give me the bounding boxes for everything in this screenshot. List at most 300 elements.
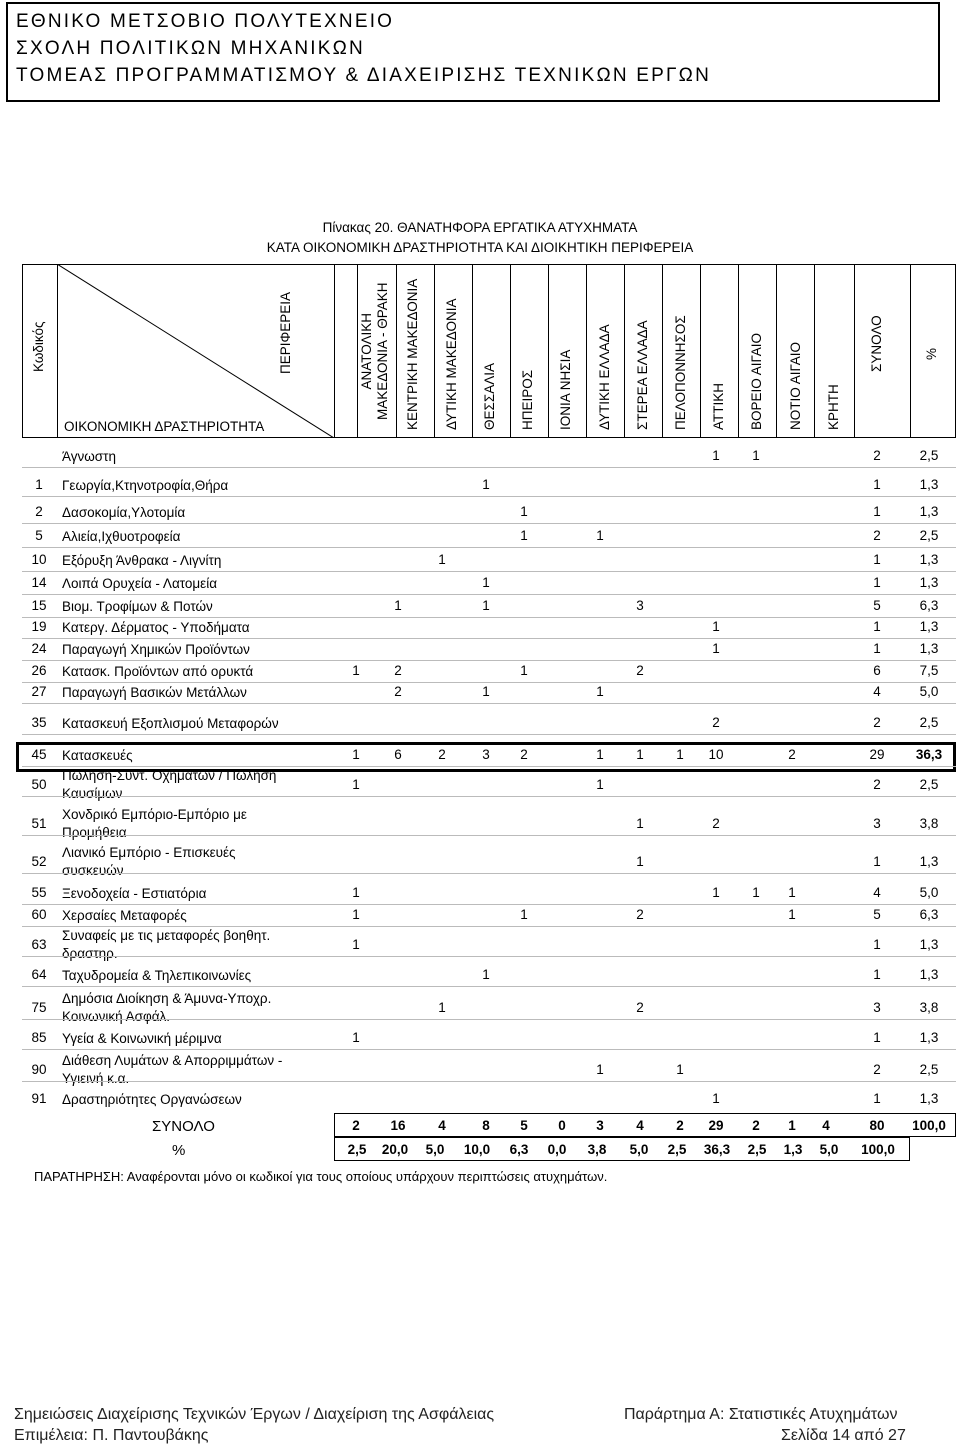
table-row xyxy=(0,928,960,961)
row-code: 35 xyxy=(31,715,47,730)
row-total: 1 xyxy=(873,619,881,634)
row-divider xyxy=(22,523,956,524)
row-code: 1 xyxy=(35,477,43,492)
header-column-divider xyxy=(776,264,777,438)
region-header: ΠΕΡΙΦΕΡΕΙΑ xyxy=(278,291,293,374)
row-total: 2 xyxy=(873,1062,881,1077)
row-total: 1 xyxy=(873,854,881,869)
row-activity-name xyxy=(62,844,236,880)
row-percent: 5,0 xyxy=(919,885,939,900)
row-code: 50 xyxy=(31,777,47,792)
totals-value: 16 xyxy=(390,1118,406,1133)
row-activity-name xyxy=(62,663,253,681)
row-divider xyxy=(22,617,956,618)
row-total: 4 xyxy=(873,684,881,699)
totals-value: 1 xyxy=(788,1118,796,1133)
percent-value: 20,0 xyxy=(381,1142,409,1157)
row-activity-name xyxy=(62,715,279,733)
region-header-line1: ΔΥΤΙΚΗ ΜΑΚΕΔΟΝΙΑ xyxy=(444,298,459,430)
total-column-header: ΣΥΝΟΛΟ xyxy=(869,315,884,372)
activity-name-line1: Κατεργ. Δέρματος - Υποδήματα xyxy=(62,620,250,635)
cell-value: 2 xyxy=(712,715,720,730)
table-row xyxy=(0,715,960,733)
row-activity-name xyxy=(62,1052,282,1088)
code-column-header: Κωδικός xyxy=(31,321,46,372)
cell-value: 1 xyxy=(636,854,644,869)
table-row xyxy=(0,907,960,925)
table-row xyxy=(0,598,960,616)
cell-value: 2 xyxy=(636,907,644,922)
percent-grand-total: 100,0 xyxy=(861,1142,895,1157)
activity-column-header: ΟΙΚΟΝΟΜΙΚΗ ΔΡΑΣΤΗΡΙΟΤΗΤΑ xyxy=(64,419,265,434)
document-header xyxy=(6,2,940,102)
table-row xyxy=(0,1030,960,1048)
row-activity-name xyxy=(62,806,247,842)
row-percent: 2,5 xyxy=(919,777,939,792)
header-column-divider xyxy=(814,264,815,438)
cell-value: 1 xyxy=(676,1062,684,1077)
row-total: 2 xyxy=(873,528,881,543)
cell-value: 1 xyxy=(352,907,360,922)
row-code: 24 xyxy=(31,641,47,656)
row-divider xyxy=(22,1049,956,1050)
totals-value: 29 xyxy=(708,1118,724,1133)
row-percent: 2,5 xyxy=(919,715,939,730)
header-column-divider xyxy=(396,264,397,438)
row-activity-name xyxy=(62,684,247,702)
table-subcaption: ΚΑΤΑ ΟΙΚΟΝΟΜΙΚΗ ΔΡΑΣΤΗΡΙΟΤΗΤΑ ΚΑΙ ΔΙΟΙΚΗΤΙΚΗ ΠΕΡΙΦΕΡΕΙΑ xyxy=(266,240,694,255)
row-activity-name xyxy=(62,598,213,616)
header-column-divider xyxy=(700,264,701,438)
cell-value: 1 xyxy=(520,907,528,922)
cell-value: 2 xyxy=(520,747,528,762)
table-row xyxy=(0,807,960,840)
row-code: 15 xyxy=(31,598,47,613)
row-percent: 1,3 xyxy=(919,937,939,952)
row-percent: 1,3 xyxy=(919,967,939,982)
header-column-divider xyxy=(910,264,911,438)
cell-value: 1 xyxy=(520,504,528,519)
percent-value: 5,0 xyxy=(819,1142,839,1157)
totals-value: 2 xyxy=(352,1118,360,1133)
cell-value: 2 xyxy=(788,747,796,762)
footer-editor: Επιμέλεια: Π. Παντουβάκης xyxy=(14,1427,209,1444)
cell-value: 1 xyxy=(352,1030,360,1045)
header-column-divider xyxy=(586,264,587,438)
table-row xyxy=(0,747,960,765)
cell-value: 1 xyxy=(788,885,796,900)
cell-value: 1 xyxy=(788,907,796,922)
row-code: 27 xyxy=(31,684,47,699)
table-caption: Πίνακας 20. ΘΑΝΑΤΗΦΟΡΑ ΕΡΓΑΤΙΚΑ ΑΤΥΧΗΜΑΤΑ xyxy=(322,220,638,235)
row-percent: 2,5 xyxy=(919,1062,939,1077)
row-total: 1 xyxy=(873,1030,881,1045)
cell-value: 1 xyxy=(520,528,528,543)
region-header-line1: ΠΕΛΟΠΟΝΝΗΣΟΣ xyxy=(673,315,688,430)
region-header-line1: ΝΟΤΙΟ ΑΙΓΑΙΟ xyxy=(788,342,803,430)
footer-page-number: Σελίδα 14 από 27 xyxy=(781,1427,906,1444)
row-code: 10 xyxy=(31,552,47,567)
region-header-line1: ΒΟΡΕΙΟ ΑΙΓΑΙΟ xyxy=(749,333,764,430)
row-percent: 1,3 xyxy=(919,1030,939,1045)
table-row xyxy=(0,991,960,1024)
cell-value: 1 xyxy=(636,816,644,831)
region-header-line1: ΣΤΕΡΕΑ ΕΛΛΑΔΑ xyxy=(635,320,650,430)
cell-value: 3 xyxy=(482,747,490,762)
row-total: 1 xyxy=(873,575,881,590)
row-code: 51 xyxy=(31,816,47,831)
region-header-line1: ΗΠΕΙΡΟΣ xyxy=(520,369,535,430)
row-code: 52 xyxy=(31,854,47,869)
totals-value: 2 xyxy=(752,1118,760,1133)
activity-name-line2: δραστηρ. xyxy=(62,946,118,961)
cell-value: 1 xyxy=(712,619,720,634)
cell-value: 1 xyxy=(712,885,720,900)
table-row xyxy=(0,448,960,466)
row-percent: 3,8 xyxy=(919,1000,939,1015)
row-total: 2 xyxy=(873,715,881,730)
row-code: 75 xyxy=(31,1000,47,1015)
row-activity-name xyxy=(62,575,217,593)
row-activity-name xyxy=(62,1091,242,1109)
row-code: 63 xyxy=(31,937,47,952)
activity-name-line1: Διάθεση Λυμάτων & Απορριμμάτων - xyxy=(62,1053,283,1068)
header-column-divider xyxy=(334,264,335,438)
activity-name-line1: Εξόρυξη Άνθρακα - Λιγνίτη xyxy=(62,553,222,568)
percent-value: 5,0 xyxy=(425,1142,445,1157)
cell-value: 1 xyxy=(596,684,604,699)
table-row xyxy=(0,768,960,801)
activity-name-line2: Κοινωνική Ασφάλ. xyxy=(62,1009,171,1024)
row-percent: 5,0 xyxy=(919,684,939,699)
cell-value: 1 xyxy=(482,575,490,590)
totals-percent: 100,0 xyxy=(912,1118,946,1133)
percent-label: % xyxy=(172,1142,186,1159)
cell-value: 2 xyxy=(394,663,402,678)
table-row xyxy=(0,845,960,878)
row-code: 26 xyxy=(31,663,47,678)
row-total: 1 xyxy=(873,552,881,567)
activity-name-line1: Πώληση-Συντ. Οχημάτων / Πώληση xyxy=(62,768,277,783)
totals-label: ΣΥΝΟΛΟ xyxy=(152,1118,215,1135)
activity-name-line1: Χονδρικό Εμπόριο-Εμπόριο με xyxy=(62,807,247,822)
region-header-4 xyxy=(482,363,498,430)
row-total: 29 xyxy=(869,747,885,762)
header-column-divider xyxy=(548,264,549,438)
cell-value: 10 xyxy=(708,747,724,762)
row-divider xyxy=(22,956,956,957)
row-code: 90 xyxy=(31,1062,47,1077)
row-divider xyxy=(22,986,956,987)
row-activity-name xyxy=(62,967,251,985)
cell-value: 2 xyxy=(636,663,644,678)
row-code: 5 xyxy=(35,528,43,543)
row-percent: 1,3 xyxy=(919,575,939,590)
cell-value: 1 xyxy=(712,641,720,656)
row-total: 1 xyxy=(873,641,881,656)
cell-value: 1 xyxy=(352,937,360,952)
row-activity-name xyxy=(62,1030,222,1048)
row-total: 1 xyxy=(873,967,881,982)
totals-value: 8 xyxy=(482,1118,490,1133)
cell-value: 1 xyxy=(712,1091,720,1106)
row-activity-name xyxy=(62,528,180,546)
row-percent: 1,3 xyxy=(919,552,939,567)
table-row xyxy=(0,1091,960,1109)
table-row xyxy=(0,552,960,570)
table-row xyxy=(0,504,960,522)
activity-name-line1: Παραγωγή Χημικών Προϊόντων xyxy=(62,642,250,657)
row-activity-name xyxy=(62,907,187,925)
cell-value: 1 xyxy=(752,885,760,900)
table-note: ΠΑΡΑΤΗΡΗΣΗ: Αναφέρονται μόνο οι κωδικοί για τους οποίους υπάρχουν περιπτώσεις ατυχημάτων. xyxy=(34,1169,608,1184)
header-column-divider xyxy=(854,264,855,438)
row-divider xyxy=(22,571,956,572)
row-divider xyxy=(22,873,956,874)
region-header-3 xyxy=(444,298,460,430)
region-header-12 xyxy=(788,342,804,430)
row-divider xyxy=(22,703,956,704)
row-total: 3 xyxy=(873,1000,881,1015)
totals-grand-total: 80 xyxy=(869,1118,885,1133)
row-divider xyxy=(22,660,956,661)
region-header-2 xyxy=(405,279,421,430)
row-total: 4 xyxy=(873,885,881,900)
row-code: 19 xyxy=(31,619,47,634)
region-header-line1: ΘΕΣΣΑΛΙΑ xyxy=(482,363,497,430)
row-total: 1 xyxy=(873,937,881,952)
activity-name-line1: Κατασκευή Εξοπλισμού Μεταφορών xyxy=(62,716,279,731)
activity-name-line2: Προμήθεια xyxy=(62,825,127,840)
percent-value: 36,3 xyxy=(703,1142,731,1157)
row-divider xyxy=(22,1081,956,1082)
row-total: 1 xyxy=(873,1091,881,1106)
row-percent: 1,3 xyxy=(919,1091,939,1106)
region-header-6 xyxy=(558,350,574,430)
totals-value: 3 xyxy=(596,1118,604,1133)
row-divider xyxy=(22,496,956,497)
region-header-5 xyxy=(520,370,536,430)
row-percent: 6,3 xyxy=(919,907,939,922)
row-percent: 3,8 xyxy=(919,816,939,831)
region-header-13 xyxy=(826,384,842,430)
header-column-divider xyxy=(472,264,473,438)
row-divider xyxy=(22,594,956,595)
row-code: 14 xyxy=(31,575,47,590)
activity-name-line1: Λοιπά Ορυχεία - Λατομεία xyxy=(62,576,217,591)
row-divider xyxy=(22,904,956,905)
percent-column-header: % xyxy=(924,347,939,360)
activity-name-line1: Χερσαίες Μεταφορές xyxy=(62,908,187,923)
row-activity-name xyxy=(62,448,116,466)
cell-value: 1 xyxy=(482,477,490,492)
row-percent: 7,5 xyxy=(919,663,939,678)
cell-value: 1 xyxy=(596,528,604,543)
activity-name-line1: Παραγωγή Βασικών Μετάλλων xyxy=(62,685,247,700)
school-name: ΣΧΟΛΗ ΠΟΛΙΤΙΚΩΝ ΜΗΧΑΝΙΚΩΝ xyxy=(16,38,365,59)
table-row xyxy=(0,684,960,702)
cell-value: 1 xyxy=(352,777,360,792)
percent-value: 2,5 xyxy=(347,1142,367,1157)
row-divider xyxy=(22,547,956,548)
region-header-11 xyxy=(749,333,765,430)
region-header-1 xyxy=(359,282,391,420)
row-percent: 2,5 xyxy=(919,528,939,543)
activity-name-line1: Άγνωστη xyxy=(62,449,116,464)
percent-value: 3,8 xyxy=(587,1142,607,1157)
activity-name-line1: Λιανικό Εμπόριο - Επισκευές xyxy=(62,845,236,860)
activity-name-line1: Κατασκευές xyxy=(62,748,133,763)
region-header-line1: ΚΡΗΤΗ xyxy=(826,384,841,430)
percent-value: 2,5 xyxy=(747,1142,767,1157)
activity-name-line1: Αλιεία,Ιχθυοτροφεία xyxy=(62,529,181,544)
cell-value: 1 xyxy=(352,747,360,762)
totals-value: 4 xyxy=(636,1118,644,1133)
activity-name-line1: Δραστηριότητες Οργανώσεων xyxy=(62,1092,242,1107)
cell-value: 1 xyxy=(482,967,490,982)
region-header-7 xyxy=(597,324,613,430)
percent-value: 5,0 xyxy=(629,1142,649,1157)
activity-name-line1: Βιομ. Τροφίμων & Ποτών xyxy=(62,599,213,614)
cell-value: 1 xyxy=(482,684,490,699)
region-header-10 xyxy=(711,383,727,430)
cell-value: 6 xyxy=(394,747,402,762)
cell-value: 1 xyxy=(752,448,760,463)
activity-name-line1: Ξενοδοχεία - Εστιατόρια xyxy=(62,886,207,901)
row-code: 2 xyxy=(35,504,43,519)
table-row xyxy=(0,663,960,681)
row-code: 55 xyxy=(31,885,47,900)
row-divider xyxy=(22,467,956,468)
header-column-divider xyxy=(510,264,511,438)
totals-value: 2 xyxy=(676,1118,684,1133)
cell-value: 1 xyxy=(596,777,604,792)
cell-value: 2 xyxy=(712,816,720,831)
row-activity-name xyxy=(62,927,270,963)
activity-name-line1: Δημόσια Διοίκηση & Άμυνα-Υποχρ. xyxy=(62,991,272,1006)
region-header-9 xyxy=(673,315,689,430)
region-header-line1: ΔΥΤΙΚΗ ΕΛΛΑΔΑ xyxy=(597,324,612,430)
cell-value: 1 xyxy=(438,552,446,567)
footer-appendix: Παράρτημα Α: Στατιστικές Ατυχημάτων xyxy=(624,1406,898,1423)
row-code: 85 xyxy=(31,1030,47,1045)
row-divider xyxy=(22,835,956,836)
row-divider xyxy=(22,1019,956,1020)
row-total: 1 xyxy=(873,477,881,492)
row-total: 2 xyxy=(873,777,881,792)
row-total: 1 xyxy=(873,504,881,519)
region-header-line1: ΚΕΝΤΡΙΚΗ ΜΑΚΕΔΟΝΙΑ xyxy=(405,278,420,430)
cell-value: 1 xyxy=(352,885,360,900)
activity-name-line1: Υγεία & Κοινωνική μέριμνα xyxy=(62,1031,222,1046)
cell-value: 2 xyxy=(394,684,402,699)
cell-value: 1 xyxy=(636,747,644,762)
percent-value: 1,3 xyxy=(783,1142,803,1157)
row-activity-name xyxy=(62,767,276,803)
totals-value: 4 xyxy=(438,1118,446,1133)
cell-value: 1 xyxy=(676,747,684,762)
region-header-line2: ΜΑΚΕΔΟΝΙΑ - ΘΡΑΚΗ xyxy=(375,282,390,420)
row-activity-name xyxy=(62,552,221,570)
row-activity-name xyxy=(62,990,271,1026)
row-total: 2 xyxy=(873,448,881,463)
row-activity-name xyxy=(62,885,206,903)
percent-value: 10,0 xyxy=(463,1142,491,1157)
row-activity-name xyxy=(62,619,250,637)
activity-name-line2: Καυσίμων xyxy=(62,786,123,801)
row-percent: 1,3 xyxy=(919,504,939,519)
row-code: 45 xyxy=(31,747,47,762)
row-activity-name xyxy=(62,504,185,522)
activity-name-line1: Δασοκομία,Υλοτομία xyxy=(62,505,186,520)
row-percent: 6,3 xyxy=(919,598,939,613)
region-header-8 xyxy=(635,320,651,430)
cell-value: 1 xyxy=(352,663,360,678)
row-divider xyxy=(22,638,956,639)
region-header-line1: ΑΤΤΙΚΗ xyxy=(711,383,726,430)
header-column-divider xyxy=(738,264,739,438)
cell-value: 1 xyxy=(394,598,402,613)
region-header-line1: ΙΟΝΙΑ ΝΗΣΙΑ xyxy=(558,349,573,430)
table-row xyxy=(0,619,960,637)
activity-name-line1: Κατασκ. Προϊόντων από ορυκτά xyxy=(62,664,254,679)
table-row xyxy=(0,477,960,495)
row-activity-name xyxy=(62,747,133,765)
row-percent: 2,5 xyxy=(919,448,939,463)
activity-name-line1: Γεωργία,Κτηνοτροφία,Θήρα xyxy=(62,478,229,493)
activity-name-line2: συσκευών xyxy=(62,863,124,878)
header-column-divider xyxy=(357,264,358,438)
table-row xyxy=(0,885,960,903)
header-column-divider xyxy=(662,264,663,438)
activity-name-line2: Υγιεινή κ.α. xyxy=(62,1071,130,1086)
table-row xyxy=(0,1053,960,1086)
totals-value: 4 xyxy=(822,1118,830,1133)
cell-value: 1 xyxy=(712,448,720,463)
row-divider xyxy=(22,682,956,683)
row-code: 64 xyxy=(31,967,47,982)
region-header-line1: ΑΝΑΤΟΛΙΚΗ xyxy=(359,312,374,390)
cell-value: 1 xyxy=(596,1062,604,1077)
university-name: ΕΘΝΙΚΟ ΜΕΤΣΟΒΙΟ ΠΟΛΥΤΕΧΝΕΙΟ xyxy=(16,11,395,32)
cell-value: 1 xyxy=(438,1000,446,1015)
row-percent: 1,3 xyxy=(919,619,939,634)
row-activity-name xyxy=(62,477,228,495)
row-activity-name xyxy=(62,641,250,659)
table-row xyxy=(0,528,960,546)
row-percent: 1,3 xyxy=(919,641,939,656)
table-row xyxy=(0,967,960,985)
row-percent: 1,3 xyxy=(919,854,939,869)
row-divider xyxy=(22,796,956,797)
department-name: ΤΟΜΕΑΣ ΠΡΟΓΡΑΜΜΑΤΙΣΜΟΥ & ΔΙΑΧΕΙΡΙΣΗΣ ΤΕΧΝΙΚΩΝ ΕΡΓΩΝ xyxy=(16,65,711,86)
row-code: 60 xyxy=(31,907,47,922)
header-column-divider xyxy=(624,264,625,438)
row-total: 3 xyxy=(873,816,881,831)
row-percent: 36,3 xyxy=(915,747,943,762)
cell-value: 2 xyxy=(438,747,446,762)
cell-value: 3 xyxy=(636,598,644,613)
percent-value: 6,3 xyxy=(509,1142,529,1157)
row-divider xyxy=(22,734,956,735)
activity-name-line1: Ταχυδρομεία & Τηλεπικοινωνίες xyxy=(62,968,252,983)
cell-value: 1 xyxy=(520,663,528,678)
header-column-divider xyxy=(434,264,435,438)
percent-value: 2,5 xyxy=(667,1142,687,1157)
row-percent: 1,3 xyxy=(919,477,939,492)
table-row xyxy=(0,575,960,593)
cell-value: 2 xyxy=(636,1000,644,1015)
